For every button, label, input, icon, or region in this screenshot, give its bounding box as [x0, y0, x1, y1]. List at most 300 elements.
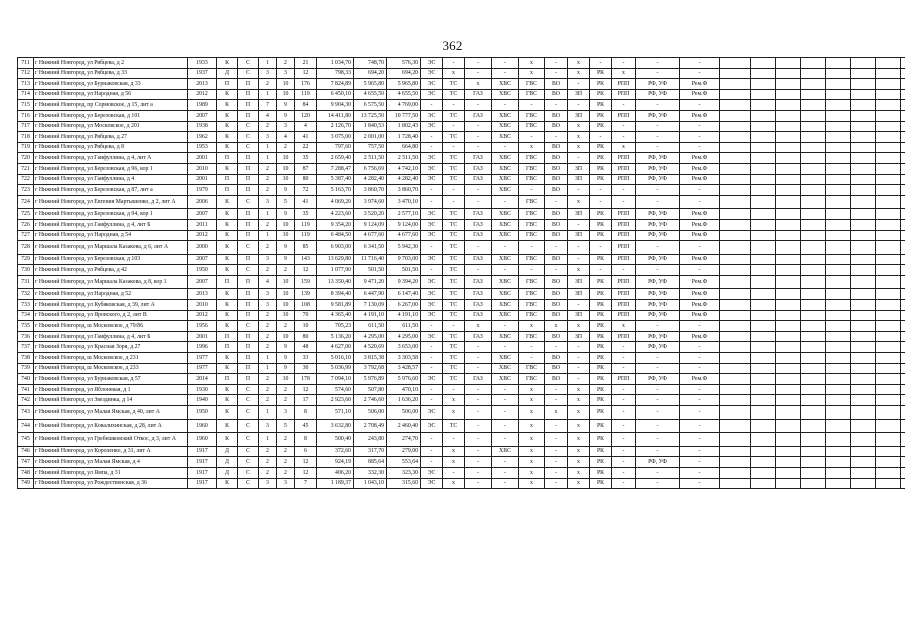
empty-cell: [801, 331, 826, 342]
gas-cell: -: [465, 132, 492, 143]
entrances-cell: 2: [277, 446, 295, 457]
empty-cell: [751, 185, 776, 196]
basement-cell: -: [612, 395, 636, 406]
heating-cell: ТС: [443, 289, 465, 300]
table-row: [18, 89, 905, 100]
empty-cell: [801, 289, 826, 300]
empty-cell: [751, 395, 776, 406]
empty-cell: [776, 121, 801, 132]
area-living-cell: 4 677,60: [354, 230, 387, 241]
lift-cell: х: [568, 321, 590, 332]
row-number: 728: [18, 241, 34, 255]
sewerage-cell: ВО: [545, 142, 568, 153]
cold-water-cell: ХВС: [492, 230, 519, 241]
empty-cell: [826, 89, 851, 100]
roof-cell: РК: [590, 395, 612, 406]
floors-cell: 7: [259, 100, 277, 111]
empty-cell: [751, 110, 776, 121]
gas-cell: -: [465, 142, 492, 153]
empty-cell: [876, 433, 901, 447]
area-total-cell: 372,60: [317, 446, 354, 457]
roof-cell: -: [590, 265, 612, 276]
roof-cell: РК: [590, 310, 612, 321]
entrances-cell: 10: [277, 230, 295, 241]
heating-cell: х: [443, 446, 465, 457]
heating-cell: ТС: [443, 219, 465, 230]
apartments-cell: 17: [295, 395, 317, 406]
empty-cell: [720, 58, 751, 69]
apartments-cell: 119: [295, 89, 317, 100]
empty-cell: [751, 374, 776, 385]
electric-cell: ЭС: [421, 406, 443, 420]
area-total-cell: 500,40: [317, 433, 354, 447]
gas-cell: -: [465, 363, 492, 374]
empty-cell: [776, 68, 801, 79]
facade-cell: -: [636, 406, 680, 420]
table-row: [18, 478, 905, 489]
hot-water-cell: х: [519, 395, 545, 406]
row-number: 740: [18, 374, 34, 385]
roof-cell: РК: [590, 219, 612, 230]
lift-cell: х: [568, 433, 590, 447]
empty-cell: [751, 363, 776, 374]
apartments-cell: 119: [295, 230, 317, 241]
gas-cell: ГАЗ: [465, 300, 492, 311]
year-cell: 2007: [188, 110, 217, 121]
area-residential-cell: 4 769,00: [387, 100, 421, 111]
basement-cell: РПП: [612, 374, 636, 385]
basement-cell: -: [612, 58, 636, 69]
empty-cell: [901, 185, 905, 196]
area-total-cell: 924,19: [317, 457, 354, 468]
empty-cell: [776, 331, 801, 342]
area-total-cell: 4 365,40: [317, 310, 354, 321]
address-cell: г Нижний Новгород, ул Рябцева, д 2: [34, 58, 188, 69]
area-total-cell: 6 450,10: [317, 89, 354, 100]
lift-cell: х: [568, 265, 590, 276]
area-total-cell: 5 016,10: [317, 353, 354, 364]
facade-cell: -: [636, 395, 680, 406]
roof-cell: РК: [590, 110, 612, 121]
gas-cell: ГАЗ: [465, 153, 492, 164]
wall-material-cell: П: [217, 374, 238, 385]
row-number: 742: [18, 395, 34, 406]
heating-cell: ТС: [443, 110, 465, 121]
entrances-cell: 10: [277, 153, 295, 164]
cold-water-cell: -: [492, 342, 519, 353]
building-type-cell: С: [238, 467, 259, 478]
roof-cell: РК: [590, 121, 612, 132]
roof-cell: РК: [590, 230, 612, 241]
empty-cell: [776, 433, 801, 447]
gas-cell: ГАЗ: [465, 163, 492, 174]
area-total-cell: 571,10: [317, 406, 354, 420]
area-living-cell: 2 746,60: [354, 395, 387, 406]
facade-cell: РФ, УФ: [636, 163, 680, 174]
facade-cell: РФ, УФ: [636, 310, 680, 321]
apartments-cell: 159: [295, 275, 317, 289]
repair-fund-cell: Рем.Ф: [680, 374, 720, 385]
area-residential-cell: 4 742,10: [387, 163, 421, 174]
hot-water-cell: ГВС: [519, 163, 545, 174]
wall-material-cell: К: [217, 321, 238, 332]
heating-cell: х: [443, 395, 465, 406]
hot-water-cell: ГВС: [519, 153, 545, 164]
empty-cell: [720, 478, 751, 489]
repair-fund-cell: -: [680, 100, 720, 111]
address-cell: г Нижний Новгород, ул Березовская, д 87, лит а: [34, 185, 188, 196]
empty-cell: [851, 265, 876, 276]
empty-cell: [876, 446, 901, 457]
empty-cell: [851, 153, 876, 164]
address-cell: г Нижний Новгород, ул Малая Ямская, д 4: [34, 457, 188, 468]
floors-cell: 2: [259, 185, 277, 196]
address-cell: г Нижний Новгород, пр Сормовское, д 15, лит а: [34, 100, 188, 111]
cold-water-cell: -: [492, 478, 519, 489]
lift-cell: ЗП: [568, 230, 590, 241]
repair-fund-cell: -: [680, 478, 720, 489]
floors-cell: 3: [259, 132, 277, 143]
floors-cell: 2: [259, 374, 277, 385]
roof-cell: -: [590, 241, 612, 255]
hot-water-cell: ГВС: [519, 289, 545, 300]
empty-cell: [876, 353, 901, 364]
facade-cell: -: [636, 132, 680, 143]
area-total-cell: 7 288,47: [317, 163, 354, 174]
facade-cell: РФ, УФ: [636, 89, 680, 100]
electric-cell: ЭС: [421, 300, 443, 311]
empty-cell: [901, 419, 905, 433]
basement-cell: -: [612, 195, 636, 209]
address-cell: г Нижний Новгород, ул Березовская, д 103: [34, 254, 188, 265]
lift-cell: ЗП: [568, 331, 590, 342]
facade-cell: -: [636, 142, 680, 153]
address-cell: г Нижний Новгород, ул Рябцева, д 33: [34, 68, 188, 79]
electric-cell: ЭС: [421, 153, 443, 164]
empty-cell: [851, 406, 876, 420]
building-type-cell: С: [238, 142, 259, 153]
empty-cell: [720, 406, 751, 420]
basement-cell: -: [612, 467, 636, 478]
empty-cell: [751, 241, 776, 255]
empty-cell: [851, 331, 876, 342]
hot-water-cell: х: [519, 467, 545, 478]
table-row: [18, 457, 905, 468]
area-residential-cell: 315,60: [387, 478, 421, 489]
entrances-cell: 2: [277, 142, 295, 153]
area-residential-cell: 5 976,60: [387, 374, 421, 385]
roof-cell: РК: [590, 433, 612, 447]
empty-cell: [826, 384, 851, 395]
building-type-cell: П: [238, 353, 259, 364]
repair-fund-cell: -: [680, 433, 720, 447]
entrances-cell: 10: [277, 174, 295, 185]
wall-material-cell: К: [217, 121, 238, 132]
empty-cell: [826, 419, 851, 433]
empty-cell: [720, 142, 751, 153]
area-total-cell: 7 094,10: [317, 374, 354, 385]
wall-material-cell: П: [217, 185, 238, 196]
repair-fund-cell: -: [680, 68, 720, 79]
year-cell: 2013: [188, 289, 217, 300]
building-type-cell: П: [238, 163, 259, 174]
apartments-cell: 10: [295, 321, 317, 332]
apartments-cell: 12: [295, 467, 317, 478]
year-cell: 1977: [188, 353, 217, 364]
area-living-cell: 611,50: [354, 321, 387, 332]
floors-cell: 2: [259, 163, 277, 174]
heating-cell: ТС: [443, 331, 465, 342]
lift-cell: х: [568, 195, 590, 209]
roof-cell: РК: [590, 353, 612, 364]
cold-water-cell: -: [492, 241, 519, 255]
basement-cell: х: [612, 68, 636, 79]
cold-water-cell: -: [492, 384, 519, 395]
empty-cell: [720, 342, 751, 353]
building-type-cell: П: [238, 219, 259, 230]
floors-cell: 2: [259, 241, 277, 255]
address-cell: г Нижний Новгород, ул Рябцева, д 27: [34, 132, 188, 143]
empty-cell: [720, 209, 751, 220]
roof-cell: РК: [590, 79, 612, 90]
year-cell: 1917: [188, 457, 217, 468]
area-total-cell: 2 659,40: [317, 153, 354, 164]
empty-cell: [720, 353, 751, 364]
empty-cell: [826, 174, 851, 185]
area-residential-cell: 2 511,50: [387, 153, 421, 164]
row-number: 713: [18, 79, 34, 90]
empty-cell: [801, 384, 826, 395]
year-cell: 1989: [188, 100, 217, 111]
empty-cell: [751, 100, 776, 111]
empty-cell: [801, 363, 826, 374]
sewerage-cell: ВО: [545, 310, 568, 321]
wall-material-cell: П: [217, 79, 238, 90]
area-total-cell: 1 034,70: [317, 58, 354, 69]
electric-cell: ЭС: [421, 110, 443, 121]
area-total-cell: 4 627,00: [317, 342, 354, 353]
empty-cell: [720, 419, 751, 433]
empty-cell: [901, 342, 905, 353]
sewerage-cell: -: [545, 342, 568, 353]
lift-cell: ЗП: [568, 275, 590, 289]
roof-cell: РК: [590, 419, 612, 433]
floors-cell: 2: [259, 395, 277, 406]
basement-cell: РПП: [612, 89, 636, 100]
year-cell: 2014: [188, 374, 217, 385]
empty-cell: [720, 132, 751, 143]
empty-cell: [851, 363, 876, 374]
entrances-cell: 2: [277, 395, 295, 406]
electric-cell: -: [421, 457, 443, 468]
empty-cell: [876, 79, 901, 90]
table-row: [18, 310, 905, 321]
table-row: [18, 275, 905, 289]
empty-cell: [851, 310, 876, 321]
address-cell: г Нижний Новгород, ул Рождественская, д 36: [34, 478, 188, 489]
empty-cell: [876, 185, 901, 196]
empty-cell: [720, 230, 751, 241]
cold-water-cell: ХВС: [492, 446, 519, 457]
facade-cell: РФ, УФ: [636, 209, 680, 220]
heating-cell: ТС: [443, 300, 465, 311]
empty-cell: [801, 457, 826, 468]
wall-material-cell: К: [217, 142, 238, 153]
facade-cell: РФ, УФ: [636, 254, 680, 265]
apartments-cell: 8: [295, 406, 317, 420]
empty-cell: [776, 446, 801, 457]
entrances-cell: 2: [277, 457, 295, 468]
hot-water-cell: х: [519, 142, 545, 153]
empty-cell: [776, 300, 801, 311]
empty-cell: [851, 254, 876, 265]
sewerage-cell: ВО: [545, 289, 568, 300]
facade-cell: -: [636, 384, 680, 395]
empty-cell: [751, 209, 776, 220]
empty-cell: [720, 89, 751, 100]
cold-water-cell: ХВС: [492, 153, 519, 164]
area-total-cell: 9 354,20: [317, 219, 354, 230]
year-cell: 1956: [188, 321, 217, 332]
repair-fund-cell: Рем.Ф: [680, 331, 720, 342]
building-type-cell: П: [238, 342, 259, 353]
wall-material-cell: К: [217, 300, 238, 311]
apartments-cell: 48: [295, 342, 317, 353]
floors-cell: 4: [259, 110, 277, 121]
heating-cell: ТС: [443, 254, 465, 265]
sewerage-cell: -: [545, 265, 568, 276]
repair-fund-cell: -: [680, 58, 720, 69]
gas-cell: -: [465, 100, 492, 111]
entrances-cell: 3: [277, 406, 295, 420]
sewerage-cell: ВО: [545, 300, 568, 311]
building-type-cell: П: [238, 174, 259, 185]
area-residential-cell: 501,50: [387, 265, 421, 276]
empty-cell: [776, 310, 801, 321]
facade-cell: РФ, УФ: [636, 219, 680, 230]
row-number: 727: [18, 230, 34, 241]
electric-cell: -: [421, 384, 443, 395]
apartments-cell: 7: [295, 478, 317, 489]
cold-water-cell: ХВС: [492, 174, 519, 185]
roof-cell: РК: [590, 331, 612, 342]
year-cell: 2011: [188, 219, 217, 230]
year-cell: 1950: [188, 265, 217, 276]
empty-cell: [851, 110, 876, 121]
apartments-cell: 70: [295, 310, 317, 321]
empty-cell: [801, 110, 826, 121]
roof-cell: РК: [590, 142, 612, 153]
electric-cell: ЭС: [421, 374, 443, 385]
empty-cell: [876, 395, 901, 406]
empty-cell: [826, 142, 851, 153]
basement-cell: -: [612, 132, 636, 143]
hot-water-cell: х: [519, 321, 545, 332]
table-row: [18, 58, 905, 69]
hot-water-cell: -: [519, 132, 545, 143]
entrances-cell: 2: [277, 433, 295, 447]
empty-cell: [801, 254, 826, 265]
empty-cell: [720, 153, 751, 164]
address-cell: г Нижний Новгород, ш Московское, д 233: [34, 363, 188, 374]
empty-cell: [851, 374, 876, 385]
repair-fund-cell: -: [680, 353, 720, 364]
empty-cell: [851, 219, 876, 230]
year-cell: 1917: [188, 446, 217, 457]
empty-cell: [826, 300, 851, 311]
gas-cell: ГАЗ: [465, 331, 492, 342]
empty-cell: [826, 353, 851, 364]
empty-cell: [876, 230, 901, 241]
basement-cell: -: [612, 363, 636, 374]
empty-cell: [826, 395, 851, 406]
empty-cell: [801, 100, 826, 111]
housing-registry-table: [17, 57, 905, 489]
empty-cell: [801, 68, 826, 79]
empty-cell: [901, 363, 905, 374]
heating-cell: ТС: [443, 89, 465, 100]
sewerage-cell: х: [545, 321, 568, 332]
empty-cell: [851, 353, 876, 364]
empty-cell: [851, 275, 876, 289]
sewerage-cell: ВО: [545, 275, 568, 289]
wall-material-cell: Д: [217, 467, 238, 478]
electric-cell: -: [421, 363, 443, 374]
empty-cell: [776, 195, 801, 209]
empty-cell: [751, 467, 776, 478]
gas-cell: ГАЗ: [465, 310, 492, 321]
address-cell: г Нижний Новгород, ул Гаифуллина, д 4, лит Б: [34, 331, 188, 342]
building-type-cell: П: [238, 254, 259, 265]
address-cell: г Нижний Новгород, ул Кубяковская, д 39, лит А: [34, 300, 188, 311]
facade-cell: -: [636, 195, 680, 209]
year-cell: 2001: [188, 174, 217, 185]
cold-water-cell: -: [492, 406, 519, 420]
floors-cell: 1: [259, 89, 277, 100]
gas-cell: -: [465, 195, 492, 209]
area-total-cell: 8 394,40: [317, 289, 354, 300]
wall-material-cell: К: [217, 195, 238, 209]
empty-cell: [851, 174, 876, 185]
empty-cell: [826, 219, 851, 230]
empty-cell: [776, 384, 801, 395]
floors-cell: 2: [259, 321, 277, 332]
empty-cell: [901, 478, 905, 489]
gas-cell: -: [465, 185, 492, 196]
empty-cell: [751, 163, 776, 174]
gas-cell: ГАЗ: [465, 230, 492, 241]
wall-material-cell: К: [217, 110, 238, 121]
empty-cell: [901, 219, 905, 230]
floors-cell: 2: [259, 265, 277, 276]
floors-cell: 2: [259, 121, 277, 132]
facade-cell: РФ, УФ: [636, 374, 680, 385]
apartments-cell: 12: [295, 265, 317, 276]
year-cell: 2013: [188, 79, 217, 90]
building-type-cell: С: [238, 446, 259, 457]
empty-cell: [826, 342, 851, 353]
area-residential-cell: 4 191,10: [387, 310, 421, 321]
facade-cell: -: [636, 68, 680, 79]
empty-cell: [720, 174, 751, 185]
sewerage-cell: ВО: [545, 230, 568, 241]
hot-water-cell: -: [519, 100, 545, 111]
empty-cell: [826, 321, 851, 332]
cold-water-cell: ХВС: [492, 300, 519, 311]
lift-cell: -: [568, 153, 590, 164]
empty-cell: [826, 100, 851, 111]
empty-cell: [751, 68, 776, 79]
